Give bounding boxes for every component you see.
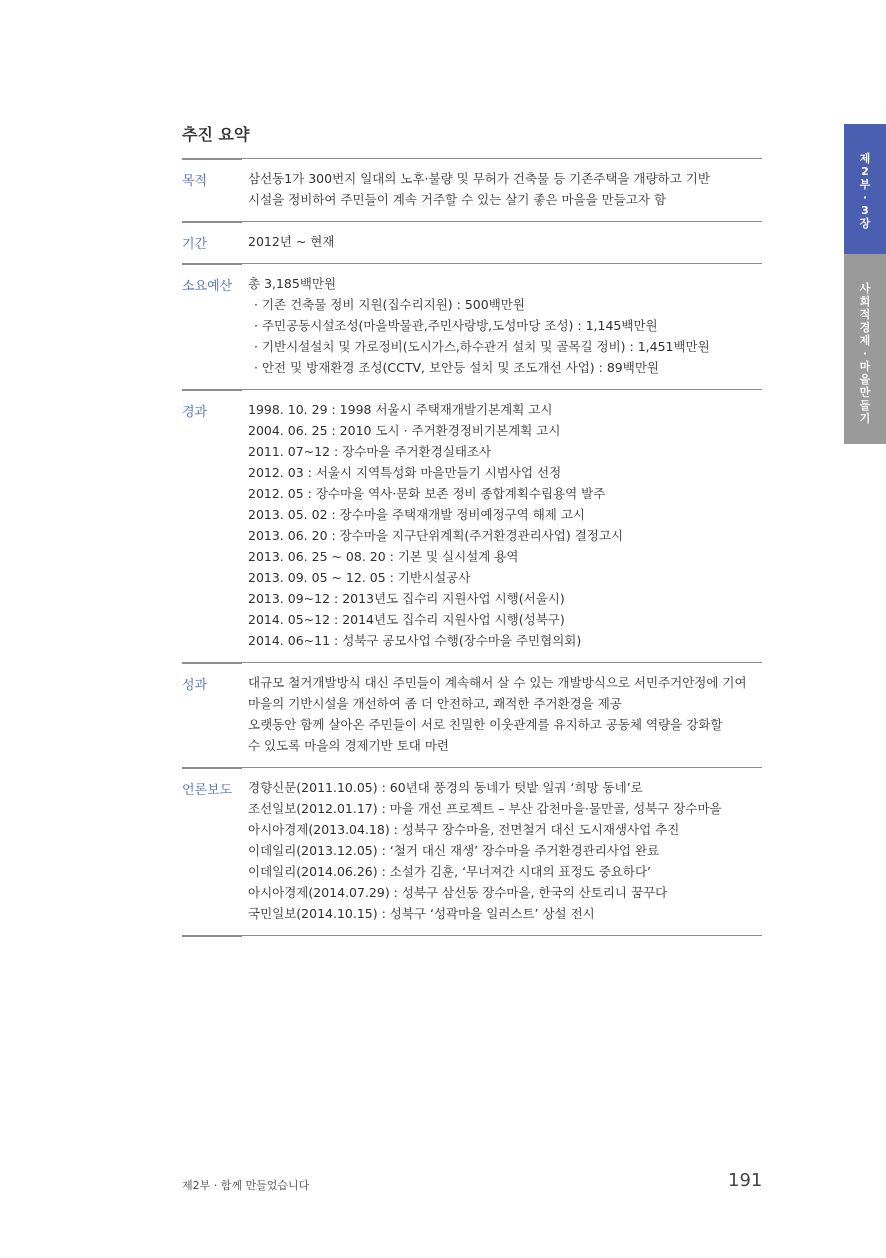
content-line: 2013. 09. 05 ~ 12. 05 : 기반시설공사 xyxy=(248,570,471,585)
row-label: 소요예산 xyxy=(182,279,233,294)
side-tab-char: 2 xyxy=(861,165,869,178)
row-content xyxy=(248,662,762,766)
content-line: · 기존 건축물 정비 지원(집수리지원) : 500백만원 xyxy=(254,297,525,312)
content-line: 총 3,185백만원 xyxy=(248,276,337,291)
row-divider xyxy=(242,935,762,936)
side-tab-char: 경 xyxy=(859,321,871,334)
content-line: 1998. 10. 29 : 1998 서울시 주택재개발기본계획 고시 xyxy=(248,402,553,417)
row-content xyxy=(248,389,762,661)
content-line: · 기반시설설치 및 가로정비(도시가스,하수관거 설치 및 골목길 정비) : 1,451백만원 xyxy=(254,339,710,354)
side-tab-active-text xyxy=(844,124,886,230)
side-tab-char: · xyxy=(862,191,868,204)
content-line: 2013. 06. 25 ~ 08. 20 : 기본 및 실시설계 용역 xyxy=(248,549,519,564)
content-line: 이데일리(2014.06.26) : 소설가 김훈, ‘무너져간 시대의 표정도 중요하다’ xyxy=(248,864,651,879)
row-divider-accent xyxy=(182,389,242,391)
row-divider xyxy=(242,158,762,159)
side-tab-char: 제 xyxy=(859,334,871,347)
content-line: 아시아경제(2013.04.18) : 성북구 장수마을, 전면철거 대신 도시재생사업 추진 xyxy=(248,822,680,837)
side-tab-char: 회 xyxy=(859,295,871,308)
row-divider-accent xyxy=(182,935,242,937)
row-divider xyxy=(242,767,762,768)
side-tab-char: 부 xyxy=(859,178,871,191)
row-divider xyxy=(242,662,762,663)
content-line: 2012. 05 : 장수마을 역사·문화 보존 정비 종합계획수립용역 발주 xyxy=(248,486,606,501)
side-tab-social-economy[interactable] xyxy=(844,254,886,444)
content-line: 2014. 05~12 : 2014년도 집수리 지원사업 시행(성북구) xyxy=(248,612,565,627)
side-tab-char: 적 xyxy=(859,308,871,321)
side-tab-char: 을 xyxy=(859,373,871,386)
content-line: 국민일보(2014.10.15) : 성북구 ‘성곽마을 일러스트’ 상설 전시 xyxy=(248,906,595,921)
row-divider xyxy=(242,221,762,222)
content-line: 마을의 기반시설을 개선하여 좀 더 안전하고, 쾌적한 주거환경을 제공 xyxy=(248,696,622,711)
row-divider-accent xyxy=(182,158,242,160)
row-divider-accent xyxy=(182,662,242,664)
row-divider-accent xyxy=(182,767,242,769)
row-content xyxy=(248,263,762,388)
content-line: 2004. 06. 25 : 2010 도시 · 주거환경정비기본계획 고시 xyxy=(248,423,561,438)
side-tab-inactive-text xyxy=(844,254,886,425)
row-label: 언론보도 xyxy=(182,783,233,798)
row-content xyxy=(248,767,762,934)
side-tab-char: 들 xyxy=(859,399,871,412)
row-divider-accent xyxy=(182,263,242,265)
content-line: · 안전 및 방재환경 조성(CCTV, 보안등 설치 및 조도개선 사업) : 89백만원 xyxy=(254,360,659,375)
content-line: 아시아경제(2014.07.29) : 성북구 삼선동 장수마을, 한국의 산토리니 꿈꾸다 xyxy=(248,885,668,900)
content-line: 시설을 정비하여 주민들이 계속 거주할 수 있는 살기 좋은 마을을 만들고자 함 xyxy=(248,192,667,207)
footer-part-title: 제2부 · 함께 만들었습니다 xyxy=(182,1179,310,1192)
section-heading: 추진 요약 xyxy=(182,125,250,144)
row-divider xyxy=(242,389,762,390)
side-tab-char: 마 xyxy=(859,360,871,373)
table-bottom-rule xyxy=(182,935,762,937)
row-label: 성과 xyxy=(182,678,208,693)
side-tab-char: 사 xyxy=(859,282,871,295)
row-content xyxy=(248,221,762,262)
row-content xyxy=(248,158,762,220)
side-tab-char: 제 xyxy=(859,152,871,165)
content-line: 오랫동안 함께 살아온 주민들이 서로 친밀한 이웃관계를 유지하고 공동체 역량을 강화할 xyxy=(248,717,723,732)
summary-row xyxy=(182,389,762,661)
summary-row xyxy=(182,662,762,766)
side-tab-char: 3 xyxy=(861,204,869,217)
row-divider xyxy=(242,263,762,264)
side-tab-char: 기 xyxy=(859,412,871,425)
content-line: 2012. 03 : 서울시 지역특성화 마을만들기 시범사업 선정 xyxy=(248,465,562,480)
content-line: 2014. 06~11 : 성북구 공모사업 수행(장수마을 주민협의회) xyxy=(248,633,582,648)
content-line: 경향신문(2011.10.05) : 60년대 풍경의 동네가 텃밭 일궈 ‘희망 동네’로 xyxy=(248,780,643,795)
content-line: 삼선동1가 300번지 일대의 노후·불량 및 무허가 건축물 등 기존주택을 개량하고 기반 xyxy=(248,171,710,186)
content-line: 2013. 06. 20 : 장수마을 지구단위계획(주거환경관리사업) 결정고시 xyxy=(248,528,624,543)
side-tab-char: · xyxy=(862,347,868,360)
content-line: 대규모 철거개발방식 대신 주민들이 계속해서 살 수 있는 개발방식으로 서민주거안정에 기여 xyxy=(248,675,747,690)
content-line: 수 있도록 마을의 경제기반 토대 마련 xyxy=(248,738,449,753)
row-label: 기간 xyxy=(182,237,208,252)
summary-row xyxy=(182,158,762,220)
side-tab-char: 만 xyxy=(859,386,871,399)
content-line: 조선일보(2012.01.17) : 마을 개선 프로젝트 – 부산 감천마을·물만골, 성북구 장수마을 xyxy=(248,801,722,816)
summary-row xyxy=(182,263,762,388)
content-line: 2013. 05. 02 : 장수마을 주택재개발 정비예정구역 해제 고시 xyxy=(248,507,585,522)
page-number: 191 xyxy=(728,1170,763,1191)
side-tab-part2-ch3[interactable] xyxy=(844,124,886,254)
content-line: · 주민공동시설조성(마을박물관,주민사랑방,도성마당 조성) : 1,145백만원 xyxy=(254,318,658,333)
row-divider-accent xyxy=(182,221,242,223)
summary-table xyxy=(182,158,762,937)
summary-row xyxy=(182,767,762,934)
summary-row xyxy=(182,221,762,262)
content-line: 2012년 ~ 현재 xyxy=(248,234,335,249)
content-line: 이데일리(2013.12.05) : ‘철거 대신 재생’ 장수마을 주거환경관리사업 완료 xyxy=(248,843,660,858)
content-line: 2013. 09~12 : 2013년도 집수리 지원사업 시행(서울시) xyxy=(248,591,565,606)
row-label: 경과 xyxy=(182,405,208,420)
row-label: 목적 xyxy=(182,174,208,189)
side-tab-char: 장 xyxy=(859,217,871,230)
content-line: 2011. 07~12 : 장수마을 주거환경실태조사 xyxy=(248,444,492,459)
